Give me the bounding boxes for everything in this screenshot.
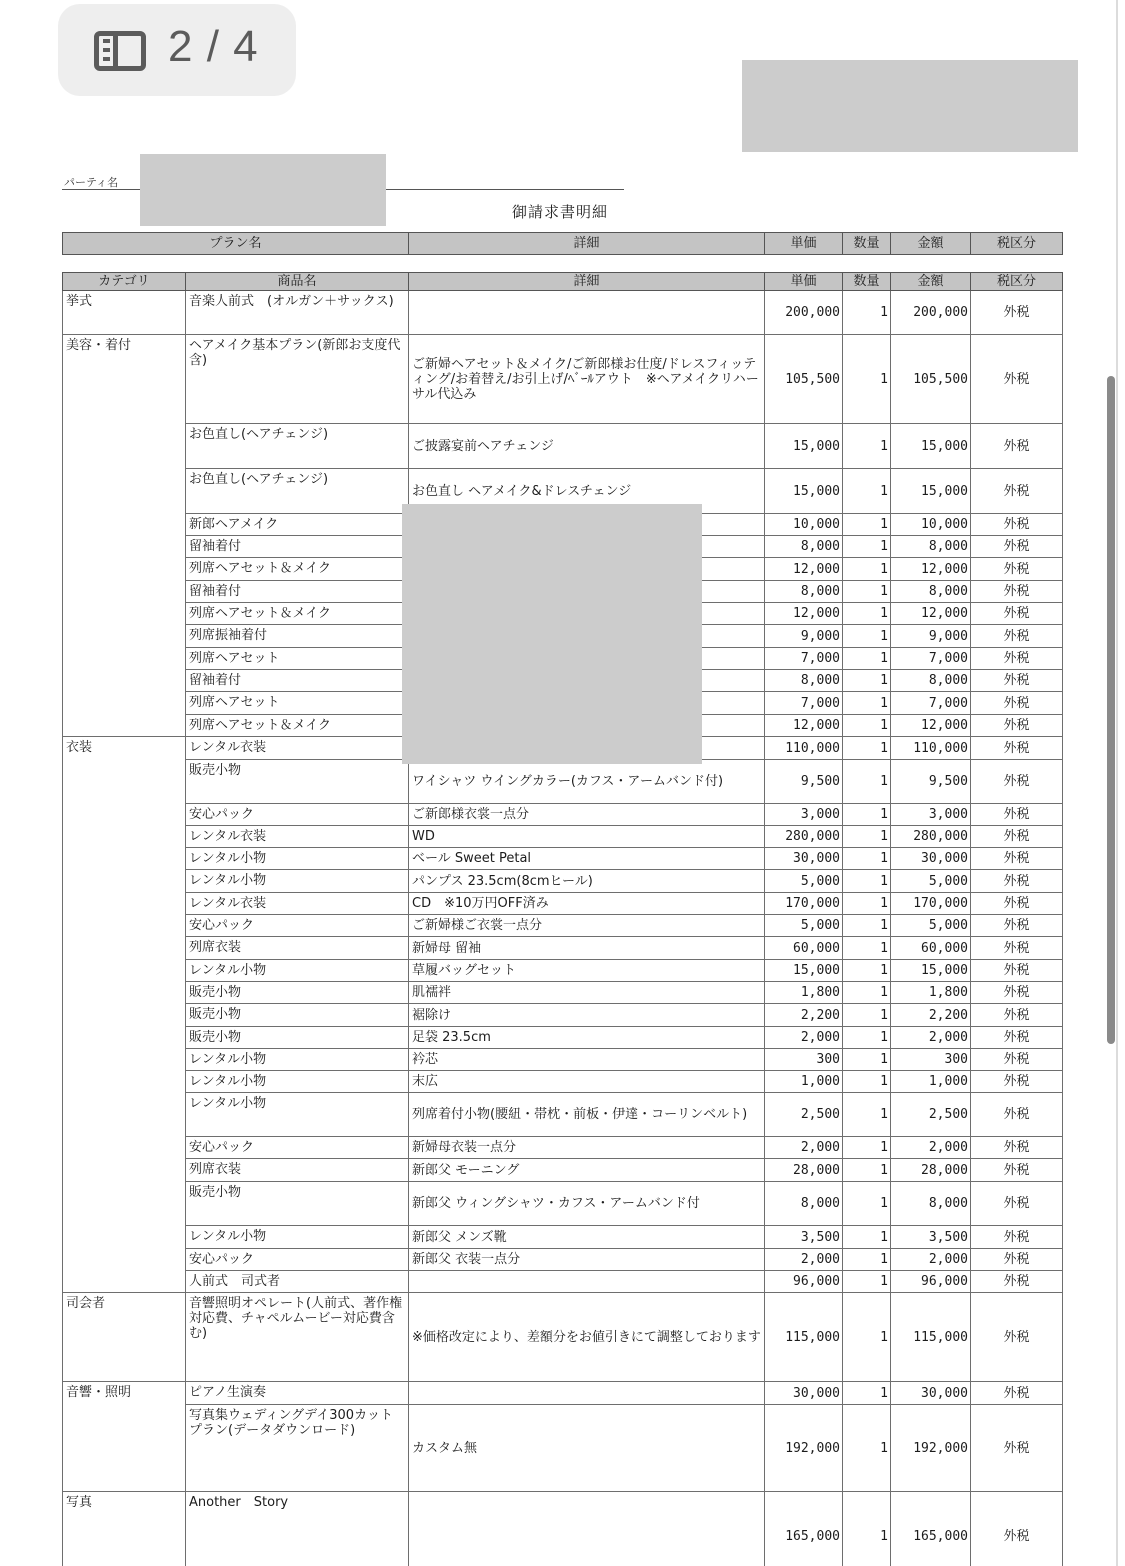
item-name-cell: レンタル小物	[186, 870, 409, 893]
quantity-cell: 1	[843, 424, 891, 469]
item-detail-cell: WD	[409, 826, 765, 848]
quantity-cell: 1	[843, 603, 891, 625]
quantity-cell: 1	[843, 1049, 891, 1071]
quantity-cell: 1	[843, 536, 891, 558]
amount-cell: 7,000	[891, 648, 971, 670]
item-name-cell: 安心パック	[186, 804, 409, 826]
item-name-cell: 販売小物	[186, 1182, 409, 1226]
quantity-cell: 1	[843, 291, 891, 335]
item-detail-cell	[409, 1271, 765, 1293]
item-detail-cell: 裾除け	[409, 1004, 765, 1027]
quantity-cell: 1	[843, 558, 891, 581]
table-row	[63, 915, 1063, 937]
scrollbar[interactable]	[1107, 376, 1115, 1044]
unit-price-cell: 8,000	[765, 670, 843, 692]
quantity-cell: 1	[843, 514, 891, 536]
amount-cell: 3,000	[891, 804, 971, 826]
unit-price-cell: 2,500	[765, 1093, 843, 1137]
unit-price-cell: 165,000	[765, 1492, 843, 1566]
table-row	[63, 1293, 1063, 1382]
plan-header-cell: 数量	[843, 233, 891, 255]
unit-price-cell: 300	[765, 1049, 843, 1071]
item-name-cell: 留袖着付	[186, 581, 409, 603]
amount-cell: 8,000	[891, 1182, 971, 1226]
category-cell: 司会者	[63, 1293, 186, 1382]
item-name-cell: レンタル小物	[186, 1071, 409, 1093]
quantity-cell: 1	[843, 737, 891, 760]
item-detail-cell: 列席着付小物(腰紐・帯枕・前板・伊達・コーリンベルト)	[409, 1093, 765, 1137]
quantity-cell: 1	[843, 1405, 891, 1492]
item-name-cell: レンタル小物	[186, 1093, 409, 1137]
quantity-cell: 1	[843, 1093, 891, 1137]
tax-type-cell: 外税	[971, 603, 1063, 625]
table-row	[63, 982, 1063, 1004]
amount-cell: 165,000	[891, 1492, 971, 1566]
item-detail-cell: 新婦母 留袖	[409, 937, 765, 960]
amount-cell: 8,000	[891, 536, 971, 558]
table-row	[63, 1159, 1063, 1182]
amount-cell: 3,500	[891, 1226, 971, 1249]
tax-type-cell: 外税	[971, 1093, 1063, 1137]
item-name-cell: 音響照明オペレート(人前式、著作権対応費、チャペルムービー対応費含む)	[186, 1293, 409, 1382]
unit-price-cell: 9,000	[765, 625, 843, 648]
table-row	[63, 1182, 1063, 1226]
plan-header-row	[63, 233, 1063, 255]
table-row	[63, 1093, 1063, 1137]
tax-type-cell: 外税	[971, 804, 1063, 826]
table-row	[63, 804, 1063, 826]
unit-price-cell: 280,000	[765, 826, 843, 848]
quantity-cell: 1	[843, 1027, 891, 1049]
amount-cell: 10,000	[891, 514, 971, 536]
quantity-cell: 1	[843, 870, 891, 893]
unit-price-cell: 5,000	[765, 915, 843, 937]
table-row	[63, 760, 1063, 804]
amount-cell: 2,500	[891, 1093, 971, 1137]
unit-price-cell: 110,000	[765, 737, 843, 760]
tax-type-cell: 外税	[971, 1137, 1063, 1159]
tax-type-cell: 外税	[971, 826, 1063, 848]
unit-price-cell: 8,000	[765, 1182, 843, 1226]
unit-price-cell: 200,000	[765, 291, 843, 335]
unit-price-cell: 3,500	[765, 1226, 843, 1249]
amount-cell: 2,000	[891, 1137, 971, 1159]
category-cell: 音響・照明	[63, 1382, 186, 1492]
unit-price-cell: 5,000	[765, 870, 843, 893]
amount-cell: 110,000	[891, 737, 971, 760]
category-cell: 美容・着付	[63, 335, 186, 737]
item-detail-cell: 新郎父 メンズ靴	[409, 1226, 765, 1249]
tax-type-cell: 外税	[971, 291, 1063, 335]
amount-cell: 200,000	[891, 291, 971, 335]
tax-type-cell: 外税	[971, 715, 1063, 737]
quantity-cell: 1	[843, 937, 891, 960]
unit-price-cell: 96,000	[765, 1271, 843, 1293]
tax-type-cell: 外税	[971, 848, 1063, 870]
tax-type-cell: 外税	[971, 982, 1063, 1004]
item-detail-cell: 新婦母衣装一点分	[409, 1137, 765, 1159]
quantity-cell: 1	[843, 648, 891, 670]
item-name-cell: 新郎ヘアメイク	[186, 514, 409, 536]
quantity-cell: 1	[843, 670, 891, 692]
amount-cell: 9,000	[891, 625, 971, 648]
quantity-cell: 1	[843, 804, 891, 826]
amount-cell: 8,000	[891, 670, 971, 692]
table-row	[63, 1137, 1063, 1159]
unit-price-cell: 9,500	[765, 760, 843, 804]
unit-price-cell: 10,000	[765, 514, 843, 536]
item-name-cell: 留袖着付	[186, 536, 409, 558]
item-name-cell: レンタル衣装	[186, 826, 409, 848]
table-row	[63, 848, 1063, 870]
unit-price-cell: 105,500	[765, 335, 843, 424]
tax-type-cell: 外税	[971, 1071, 1063, 1093]
table-row	[63, 1492, 1063, 1566]
amount-cell: 115,000	[891, 1293, 971, 1382]
amount-cell: 12,000	[891, 603, 971, 625]
amount-cell: 105,500	[891, 335, 971, 424]
redacted-detail-block	[402, 504, 702, 764]
unit-price-cell: 115,000	[765, 1293, 843, 1382]
unit-price-cell: 170,000	[765, 893, 843, 915]
item-detail-cell: 末広	[409, 1071, 765, 1093]
amount-cell: 12,000	[891, 715, 971, 737]
table-row	[63, 1049, 1063, 1071]
item-name-cell: 販売小物	[186, 982, 409, 1004]
item-name-cell: 販売小物	[186, 1027, 409, 1049]
item-name-cell: 列席ヘアセット＆メイク	[186, 603, 409, 625]
tax-type-cell: 外税	[971, 1382, 1063, 1405]
item-name-cell: 安心パック	[186, 915, 409, 937]
tax-type-cell: 外税	[971, 670, 1063, 692]
amount-cell: 60,000	[891, 937, 971, 960]
item-detail-cell: ワイシャツ ウイングカラー(カフス・アームバンド付)	[409, 760, 765, 804]
item-detail-cell: ※価格改定により、差額分をお値引きにて調整しております	[409, 1293, 765, 1382]
amount-cell: 9,500	[891, 760, 971, 804]
item-name-cell: 人前式 司式者	[186, 1271, 409, 1293]
plan-header-cell: プラン名	[63, 233, 409, 255]
item-header-cell: 税区分	[971, 273, 1063, 291]
unit-price-cell: 1,800	[765, 982, 843, 1004]
item-header-cell: 詳細	[409, 273, 765, 291]
item-name-cell: 列席ヘアセット＆メイク	[186, 715, 409, 737]
tax-type-cell: 外税	[971, 1049, 1063, 1071]
item-detail-cell: パンプス 23.5cm(8cmヒール)	[409, 870, 765, 893]
party-name-label: パーティ名	[64, 176, 119, 189]
item-header-cell: カテゴリ	[63, 273, 186, 291]
tax-type-cell: 外税	[971, 1027, 1063, 1049]
quantity-cell: 1	[843, 1271, 891, 1293]
tax-type-cell: 外税	[971, 893, 1063, 915]
category-cell: 写真	[63, 1492, 186, 1566]
unit-price-cell: 3,000	[765, 804, 843, 826]
unit-price-cell: 15,000	[765, 469, 843, 514]
tax-type-cell: 外税	[971, 1182, 1063, 1226]
amount-cell: 5,000	[891, 870, 971, 893]
quantity-cell: 1	[843, 1226, 891, 1249]
item-name-cell: 列席振袖着付	[186, 625, 409, 648]
item-name-cell: 列席衣装	[186, 1159, 409, 1182]
item-detail-cell: お色直し ヘアメイク&ドレスチェンジ	[409, 469, 765, 514]
item-name-cell: 写真集ウェディングデイ300カットプラン(データダウンロード)	[186, 1405, 409, 1492]
item-detail-cell: CD ※10万円OFF済み	[409, 893, 765, 915]
item-detail-cell	[409, 1492, 765, 1566]
amount-cell: 12,000	[891, 558, 971, 581]
amount-cell: 7,000	[891, 692, 971, 715]
tax-type-cell: 外税	[971, 625, 1063, 648]
tax-type-cell: 外税	[971, 1159, 1063, 1182]
item-name-cell: 安心パック	[186, 1249, 409, 1271]
table-row	[63, 870, 1063, 893]
quantity-cell: 1	[843, 848, 891, 870]
item-detail-cell: 肌襦袢	[409, 982, 765, 1004]
unit-price-cell: 28,000	[765, 1159, 843, 1182]
tax-type-cell: 外税	[971, 581, 1063, 603]
unit-price-cell: 7,000	[765, 692, 843, 715]
table-row	[63, 424, 1063, 469]
unit-price-cell: 15,000	[765, 424, 843, 469]
item-name-cell: レンタル衣装	[186, 737, 409, 760]
tax-type-cell: 外税	[971, 1492, 1063, 1566]
item-detail-cell: 草履バッグセット	[409, 960, 765, 982]
quantity-cell: 1	[843, 1004, 891, 1027]
amount-cell: 1,000	[891, 1071, 971, 1093]
tax-type-cell: 外税	[971, 536, 1063, 558]
item-detail-cell: ご新郎様衣裳一点分	[409, 804, 765, 826]
redacted-party-name	[140, 154, 386, 226]
redacted-block-top-right	[742, 60, 1078, 152]
table-row	[63, 826, 1063, 848]
item-name-cell: 販売小物	[186, 1004, 409, 1027]
quantity-cell: 1	[843, 915, 891, 937]
quantity-cell: 1	[843, 335, 891, 424]
table-row	[63, 1226, 1063, 1249]
tax-type-cell: 外税	[971, 915, 1063, 937]
amount-cell: 8,000	[891, 581, 971, 603]
quantity-cell: 1	[843, 1137, 891, 1159]
amount-cell: 15,000	[891, 424, 971, 469]
quantity-cell: 1	[843, 581, 891, 603]
item-name-cell: 留袖着付	[186, 670, 409, 692]
item-detail-cell: 新郎父 衣装一点分	[409, 1249, 765, 1271]
category-cell: 挙式	[63, 291, 186, 335]
unit-price-cell: 2,000	[765, 1137, 843, 1159]
unit-price-cell: 8,000	[765, 581, 843, 603]
amount-cell: 1,800	[891, 982, 971, 1004]
tax-type-cell: 外税	[971, 514, 1063, 536]
amount-cell: 30,000	[891, 848, 971, 870]
item-detail-cell: 衿芯	[409, 1049, 765, 1071]
plan-header-cell: 金額	[891, 233, 971, 255]
amount-cell: 2,200	[891, 1004, 971, 1027]
table-row	[63, 1405, 1063, 1492]
quantity-cell: 1	[843, 982, 891, 1004]
unit-price-cell: 8,000	[765, 536, 843, 558]
plan-header-cell: 単価	[765, 233, 843, 255]
item-header-cell: 商品名	[186, 273, 409, 291]
quantity-cell: 1	[843, 1159, 891, 1182]
amount-cell: 5,000	[891, 915, 971, 937]
item-name-cell: 列席ヘアセット	[186, 648, 409, 670]
unit-price-cell: 2,000	[765, 1027, 843, 1049]
table-row	[63, 1271, 1063, 1293]
quantity-cell: 1	[843, 760, 891, 804]
plan-header-table	[62, 232, 1063, 255]
amount-cell: 300	[891, 1049, 971, 1071]
category-cell: 衣装	[63, 737, 186, 1293]
item-header-cell: 単価	[765, 273, 843, 291]
unit-price-cell: 192,000	[765, 1405, 843, 1492]
quantity-cell: 1	[843, 893, 891, 915]
sidebar-icon[interactable]	[94, 31, 146, 71]
tax-type-cell: 外税	[971, 1293, 1063, 1382]
item-detail-cell	[409, 1382, 765, 1405]
item-detail-cell: 新郎父 ウィングシャツ・カフス・アームバンド付	[409, 1182, 765, 1226]
table-row	[63, 335, 1063, 424]
quantity-cell: 1	[843, 1492, 891, 1566]
document-title: 御請求書明細	[512, 203, 609, 221]
item-name-cell: 安心パック	[186, 1137, 409, 1159]
unit-price-cell: 30,000	[765, 848, 843, 870]
amount-cell: 15,000	[891, 469, 971, 514]
page-counter: 2 / 4	[168, 22, 259, 71]
amount-cell: 170,000	[891, 893, 971, 915]
table-row	[63, 1249, 1063, 1271]
item-detail-cell: 新郎父 モーニング	[409, 1159, 765, 1182]
table-row	[63, 1027, 1063, 1049]
unit-price-cell: 12,000	[765, 715, 843, 737]
item-name-cell: レンタル小物	[186, 848, 409, 870]
unit-price-cell: 15,000	[765, 960, 843, 982]
quantity-cell: 1	[843, 1382, 891, 1405]
table-row	[63, 960, 1063, 982]
tax-type-cell: 外税	[971, 1271, 1063, 1293]
unit-price-cell: 1,000	[765, 1071, 843, 1093]
plan-header-cell: 詳細	[409, 233, 765, 255]
table-row	[63, 937, 1063, 960]
tax-type-cell: 外税	[971, 760, 1063, 804]
tax-type-cell: 外税	[971, 937, 1063, 960]
quantity-cell: 1	[843, 1071, 891, 1093]
amount-cell: 2,000	[891, 1249, 971, 1271]
table-row	[63, 1071, 1063, 1093]
amount-cell: 28,000	[891, 1159, 971, 1182]
quantity-cell: 1	[843, 692, 891, 715]
item-detail-cell	[409, 291, 765, 335]
page-edge	[1116, 0, 1118, 1566]
item-name-cell: レンタル小物	[186, 1226, 409, 1249]
quantity-cell: 1	[843, 826, 891, 848]
plan-header-cell: 税区分	[971, 233, 1063, 255]
quantity-cell: 1	[843, 715, 891, 737]
item-header-cell: 数量	[843, 273, 891, 291]
tax-type-cell: 外税	[971, 648, 1063, 670]
item-name-cell: レンタル小物	[186, 960, 409, 982]
tax-type-cell: 外税	[971, 692, 1063, 715]
quantity-cell: 1	[843, 960, 891, 982]
item-header-cell: 金額	[891, 273, 971, 291]
table-row	[63, 291, 1063, 335]
amount-cell: 96,000	[891, 1271, 971, 1293]
item-name-cell: Another Story	[186, 1492, 409, 1566]
tax-type-cell: 外税	[971, 1226, 1063, 1249]
item-detail-cell: 足袋 23.5cm	[409, 1027, 765, 1049]
item-name-cell: 列席ヘアセット	[186, 692, 409, 715]
tax-type-cell: 外税	[971, 1249, 1063, 1271]
item-header-row	[63, 273, 1063, 291]
table-row	[63, 1382, 1063, 1405]
table-row	[63, 1004, 1063, 1027]
unit-price-cell: 2,200	[765, 1004, 843, 1027]
quantity-cell: 1	[843, 1182, 891, 1226]
tax-type-cell: 外税	[971, 960, 1063, 982]
tax-type-cell: 外税	[971, 737, 1063, 760]
tax-type-cell: 外税	[971, 1405, 1063, 1492]
invoice-items-table	[62, 272, 1063, 1566]
tax-type-cell: 外税	[971, 424, 1063, 469]
unit-price-cell: 60,000	[765, 937, 843, 960]
tax-type-cell: 外税	[971, 558, 1063, 581]
item-name-cell: 音楽人前式 (オルガン＋サックス)	[186, 291, 409, 335]
unit-price-cell: 12,000	[765, 603, 843, 625]
quantity-cell: 1	[843, 1249, 891, 1271]
amount-cell: 30,000	[891, 1382, 971, 1405]
amount-cell: 2,000	[891, 1027, 971, 1049]
tax-type-cell: 外税	[971, 335, 1063, 424]
quantity-cell: 1	[843, 1293, 891, 1382]
item-detail-cell: ご披露宴前ヘアチェンジ	[409, 424, 765, 469]
item-detail-cell: カスタム無	[409, 1405, 765, 1492]
item-name-cell: レンタル衣装	[186, 893, 409, 915]
unit-price-cell: 30,000	[765, 1382, 843, 1405]
item-name-cell: ヘアメイク基本プラン(新郎お支度代含)	[186, 335, 409, 424]
table-row	[63, 893, 1063, 915]
amount-cell: 280,000	[891, 826, 971, 848]
quantity-cell: 1	[843, 625, 891, 648]
amount-cell: 15,000	[891, 960, 971, 982]
unit-price-cell: 7,000	[765, 648, 843, 670]
item-name-cell: 販売小物	[186, 760, 409, 804]
page-indicator[interactable]	[58, 4, 296, 96]
item-name-cell: お色直し(ヘアチェンジ)	[186, 424, 409, 469]
unit-price-cell: 2,000	[765, 1249, 843, 1271]
item-name-cell: レンタル小物	[186, 1049, 409, 1071]
item-name-cell: お色直し(ヘアチェンジ)	[186, 469, 409, 514]
item-detail-cell: ベール Sweet Petal	[409, 848, 765, 870]
item-detail-cell: ご新婦様ご衣裳一点分	[409, 915, 765, 937]
amount-cell: 192,000	[891, 1405, 971, 1492]
unit-price-cell: 12,000	[765, 558, 843, 581]
quantity-cell: 1	[843, 469, 891, 514]
tax-type-cell: 外税	[971, 870, 1063, 893]
item-detail-cell: ご新婦ヘアセット＆メイク/ご新郎様お仕度/ドレスフィッティング/お着替え/お引上げ/ﾍﾞｰﾙアウト ※ヘアメイクリハーサル代込み	[409, 335, 765, 424]
item-name-cell: 列席ヘアセット＆メイク	[186, 558, 409, 581]
item-name-cell: ピアノ生演奏	[186, 1382, 409, 1405]
tax-type-cell: 外税	[971, 1004, 1063, 1027]
tax-type-cell: 外税	[971, 469, 1063, 514]
item-name-cell: 列席衣装	[186, 937, 409, 960]
